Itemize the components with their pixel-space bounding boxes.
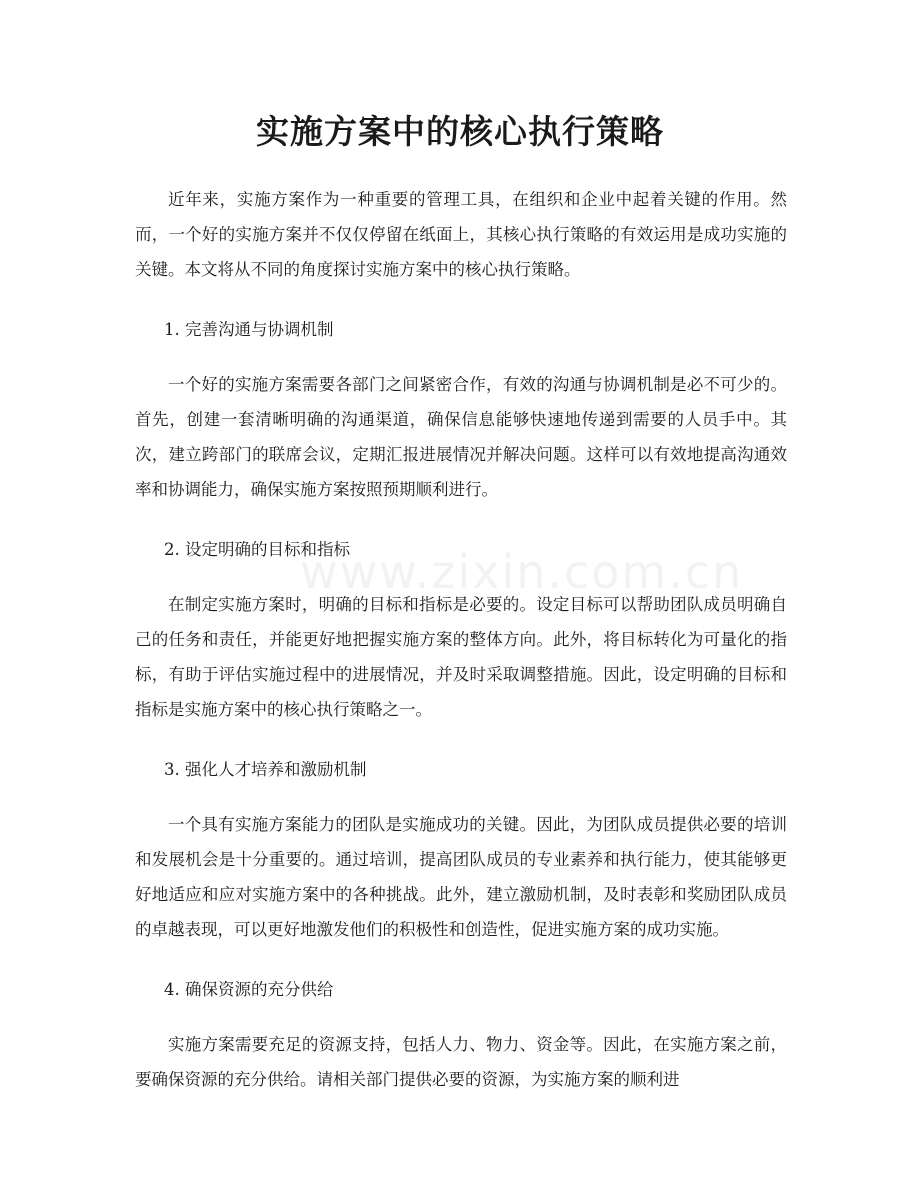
section-paragraph: 一个好的实施方案需要各部门之间紧密合作，有效的沟通与协调机制是必不可少的。首先，创建一套清晰明确的沟通渠道，确保信息能够快速地传递到需要的人员手中。其次，建立跨部门的联席会议，定期汇报进展情况并解决问题。这样可以有效地提高沟通效率和协调能力，确保实施方案按照预期顺利进行。 [135,375,787,499]
section-heading: 3. 强化人才培养和激励机制 [164,760,367,779]
section-paragraph: 实施方案需要充足的资源支持，包括人力、物力、资金等。因此，在实施方案之前，要确保资源的充分供给。请相关部门提供必要的资源，为实施方案的顺利进 [135,1035,787,1089]
section-1 [135,312,787,507]
section-3 [135,752,787,947]
section-paragraph: 在制定实施方案时，明确的目标和指标是必要的。设定目标可以帮助团队成员明确自己的任务和责任，并能更好地把握实施方案的整体方向。此外，将目标转化为可量化的指标，有助于评估实施过程中的进展情况，并及时采取调整措施。因此，设定明确的目标和指标是实施方案中的核心执行策略之一。 [135,595,787,719]
document-title: 实施方案中的核心执行策略 [256,112,664,151]
section-2 [135,532,787,727]
watermark-text: www.zixin.com.cn [300,545,744,599]
section-paragraph: 一个具有实施方案能力的团队是实施成功的关键。因此，为团队成员提供必要的培训和发展机会是十分重要的。通过培训，提高团队成员的专业素养和执行能力，使其能够更好地适应和应对实施方案中的各种挑战。此外，建立激励机制，及时表彰和奖励团队成员的卓越表现，可以更好地激发他们的积极性和创造性，促进实施方案的成功实施。 [135,815,787,939]
section-heading: 2. 设定明确的目标和指标 [164,540,350,559]
section-heading: 1. 完善沟通与协调机制 [164,320,334,339]
section-4 [135,972,787,1097]
document-body [135,182,787,1122]
section-heading: 4. 确保资源的充分供给 [164,980,334,999]
intro-paragraph: 近年来，实施方案作为一种重要的管理工具，在组织和企业中起着关键的作用。然而，一个好的实施方案并不仅仅停留在纸面上，其核心执行策略的有效运用是成功实施的关键。本文将从不同的角度探讨实施方案中的核心执行策略。 [135,190,787,279]
